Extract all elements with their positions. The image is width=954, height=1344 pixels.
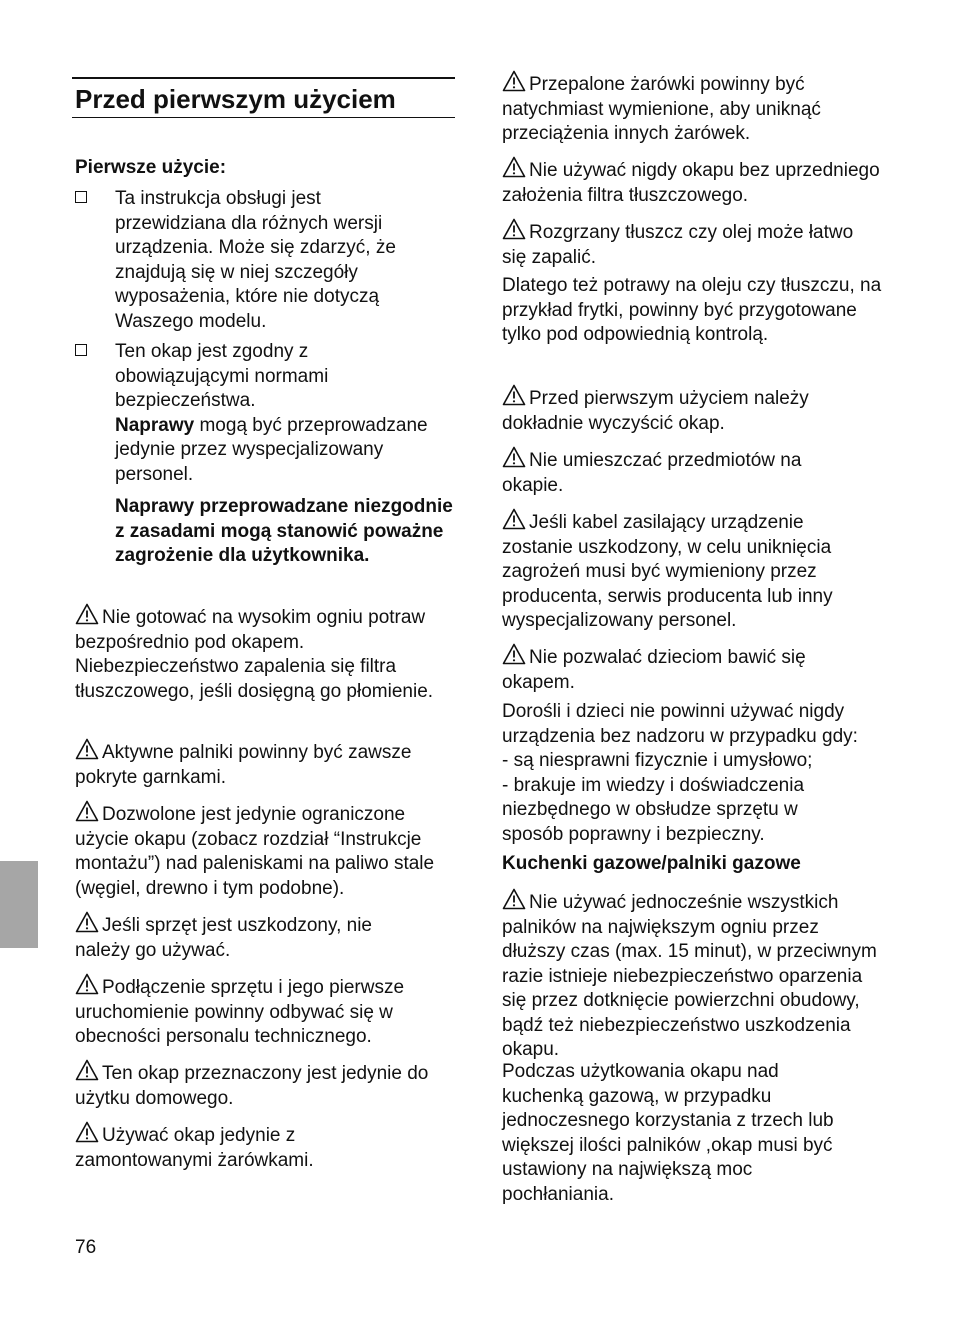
warning-triangle-icon [502,888,526,910]
warning-text: Aktywne palniki powinny być zawsze pokryte garnkami. [75,742,412,788]
warning-item [75,603,453,704]
list-item-text: Ten okap jest zgodny z obowiązującymi normami bezpieczeństwa. [115,341,329,411]
warning-item [75,1059,445,1111]
page-title: Przed pierwszym użyciem [75,84,396,114]
paragraph: Podczas użytkowania okapu nad kuchenką gazową, w przypadku jednoczesnego korzystania z trzech lub większej ilości palników ,okap musi być ustawiony na największą moc pochłaniania. [502,1061,834,1205]
title-rule-top [72,77,455,79]
paragraph: Dlatego też potrawy na oleju czy tłuszczu, na przykład frytki, powinny być przygotowane tylko pod odpowiednią kontrolą. [502,275,882,345]
warning-item [502,70,852,147]
checkbox-icon [75,191,87,203]
warning-triangle-icon [502,643,526,665]
warning-triangle-icon [502,70,526,92]
paragraph-supervision [502,700,882,847]
warning-text: Dozwolone jest jedynie ograniczone użycie okapu (zobacz rozdział “Instrukcje montażu”) nad paleniskami na paliwo stale (węgiel, drewno i tym podobne). [75,804,435,899]
warning-item [502,384,842,436]
warning-text: Rozgrzany tłuszcz czy olej może łatwo się zapalić. [502,222,854,268]
warning-text: Nie używać jednocześnie wszystkich palników na największym ogniu przez dłuższy czas (max. 15 minut), w przeciwnym razie istnieje niebezpieczeństwo oparzenia się przez dotknięcie powierzchni obudowy, bądź też niebezpieczeństwo uszkodzenia okapu. [502,892,877,1060]
warning-item [502,156,882,208]
warning-item [502,508,867,634]
list-item-continuation [115,414,455,488]
title-rule-bottom [72,117,455,118]
warning-item [502,446,842,498]
warning-item [75,973,435,1050]
bold-warning-paragraph: Naprawy przeprowadzane niezgodnie z zasadami mogą stanowić poważne zagrożenie dla użytkownika. [115,496,453,566]
page-number: 76 [75,1237,97,1258]
warning-text: Używać okap jedynie z zamontowanymi żarówkami. [75,1125,314,1171]
warning-text: Nie umieszczać przedmiotów na okapie. [502,450,802,496]
warning-text: Nie gotować na wysokim ogniu potraw bezpośrednio pod okapem. Niebezpieczeństwo zapalenia się filtra tłuszczowego, jeśli dosięgną go płomienie. [75,607,434,702]
continuation-text: mogą być przeprowadzane jedynie przez wyspecjalizowany personel. [115,414,428,485]
paragraph-line: - są niesprawni fizycznie i umysłowo; [502,750,813,771]
warning-triangle-icon [75,800,99,822]
warning-triangle-icon [502,508,526,530]
warning-text: Przed pierwszym użyciem należy dokładnie wyczyścić okap. [502,388,809,434]
warning-triangle-icon [75,738,99,760]
subheading-gas: Kuchenki gazowe/palniki gazowe [502,853,801,874]
warning-triangle-icon [502,446,526,468]
warning-triangle-icon [75,911,99,933]
warning-text: Nie pozwalać dzieciom bawić się okapem. [502,647,806,693]
section-tab-marker [0,861,38,948]
warning-triangle-icon [75,1059,99,1081]
warning-text: Podłączenie sprzętu i jego pierwsze uruchomienie powinny odbywać się w obecności personalu technicznego. [75,977,405,1047]
subheading-first-use: Pierwsze użycie: [75,157,227,178]
warning-text: Nie używać nigdy okapu bez uprzedniego założenia filtra tłuszczowego. [502,160,880,206]
warning-triangle-icon [75,1121,99,1143]
warning-triangle-icon [502,218,526,240]
warning-item [502,218,882,270]
bold-word: Naprawy [115,414,195,436]
list-item-text: Ta instrukcja obsługi jest przewidziana dla różnych wersji urządzenia. Może się zdarzyć, że znajdują się w niej szczegóły wyposażenia, które nie dotyczą Waszego modelu. [115,188,396,332]
warning-item [75,738,445,790]
list-item [75,340,455,569]
warning-triangle-icon [75,603,99,625]
warning-triangle-icon [502,384,526,406]
list-item [75,187,455,334]
warning-item [75,1121,365,1173]
warning-triangle-icon [75,973,99,995]
warning-item [75,911,415,963]
warning-text: Przepalone żarówki powinny być natychmiast wymienione, aby uniknąć przeciążenia innych żarówek. [502,74,821,144]
warning-item [75,800,455,901]
warning-item [502,888,882,1063]
paragraph-line: - brakuje im wiedzy i doświadczenia niezbędnego w obsłudze sprzętu w sposób poprawny i bezpieczny. [502,774,805,845]
warning-text: Ten okap przeznaczony jest jedynie do użytku domowego. [75,1063,429,1109]
paragraph-line: Dorośli i dzieci nie powinni używać nigdy urządzenia bez nadzoru w przypadku gdy: [502,701,858,747]
warning-triangle-icon [502,156,526,178]
warning-text: Jeśli sprzęt jest uszkodzony, nie należy go używać. [75,915,372,961]
warning-item [502,643,842,695]
checkbox-icon [75,344,87,356]
warning-text: Jeśli kabel zasilający urządzenie zostanie uszkodzony, w celu uniknięcia zagrożeń musi być wymieniony przez producenta, serwis producenta lub inny wyspecjalizowany personel. [502,512,833,631]
